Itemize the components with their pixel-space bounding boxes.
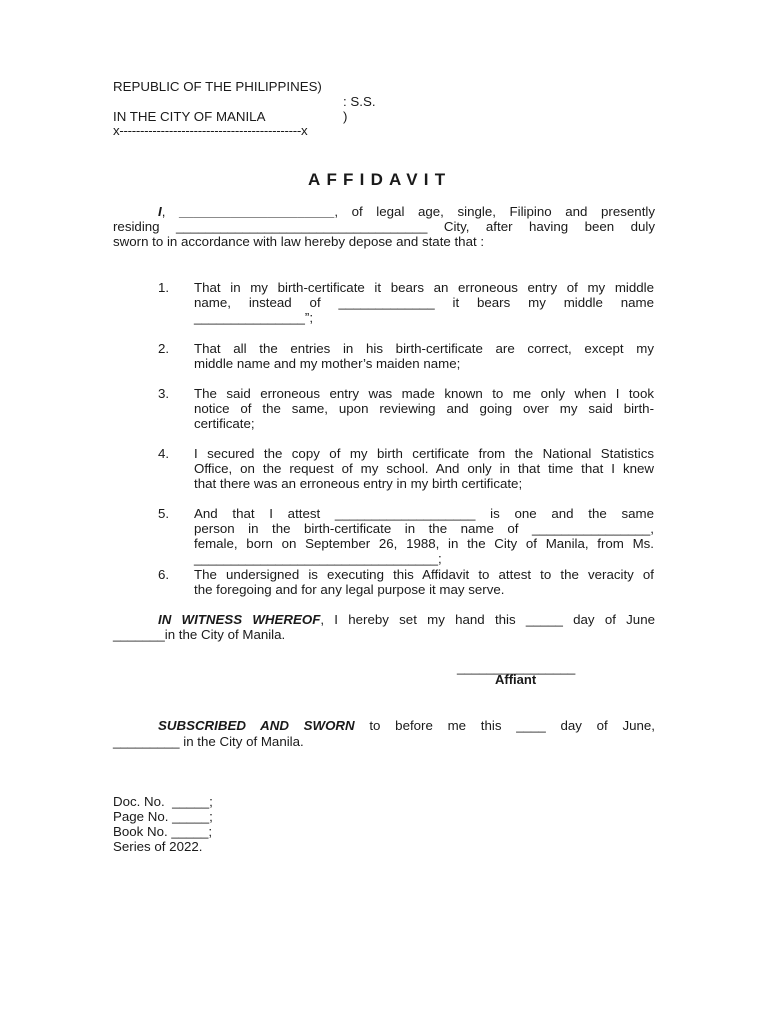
item-5-line-2: person in the birth-certificate in the name of ________________, bbox=[194, 521, 654, 536]
notarial-book-no: Book No. _____; bbox=[113, 824, 213, 839]
item-5-line-1: And that I attest ___________________ is one and the same bbox=[194, 506, 654, 521]
item-3-line-1: The said erroneous entry was made known to me only when I took bbox=[194, 386, 654, 401]
item-5-line-4: _________________________________; bbox=[194, 551, 442, 566]
item-5-number: 5. bbox=[158, 506, 170, 521]
item-1-number: 1. bbox=[158, 280, 170, 295]
caption-republic: REPUBLIC OF THE PHILIPPINES) bbox=[113, 79, 322, 94]
intro-line-3: sworn to in accordance with law hereby depose and state that : bbox=[113, 234, 485, 249]
sworn-line-1 bbox=[113, 718, 655, 733]
notarial-series: Series of 2022. bbox=[113, 839, 203, 854]
item-2-number: 2. bbox=[158, 341, 170, 356]
caption-ss: : S.S. bbox=[343, 94, 376, 109]
item-5-line-3: female, born on September 26, 1988, in the City of Manila, from Ms. bbox=[194, 536, 654, 551]
witness-lead: IN WITNESS WHEREOF bbox=[158, 612, 321, 627]
item-1-line-1: That in my birth-certificate it bears an erroneous entry of my middle bbox=[194, 280, 654, 295]
intro-line-2: residing __________________________________ City, after having been duly bbox=[113, 219, 655, 234]
intro-line-1: I, _____________________, of legal age, single, Filipino and presently bbox=[158, 204, 655, 219]
item-4-line-3: that there was an erroneous entry in my birth certificate; bbox=[194, 476, 523, 491]
sworn-lead: SUBSCRIBED AND SWORN bbox=[158, 718, 355, 733]
item-2-line-1: That all the entries in his birth-certificate are correct, except my bbox=[194, 341, 654, 356]
caption-separator: x--------------------------------------------x bbox=[113, 123, 308, 138]
intro-pronoun: I bbox=[158, 204, 162, 219]
sworn-line-2: _________ in the City of Manila. bbox=[113, 734, 304, 749]
witness-rest: , I hereby set my hand this _____ day of June bbox=[320, 612, 655, 627]
item-3-number: 3. bbox=[158, 386, 170, 401]
item-6-line-1: The undersigned is executing this Affidavit to attest to the veracity of bbox=[194, 567, 654, 582]
item-1-line-2: name, instead of _____________ it bears my middle name bbox=[194, 295, 654, 310]
notarial-doc-no: Doc. No. _____; bbox=[113, 794, 213, 809]
item-2-line-2: middle name and my mother’s maiden name; bbox=[194, 356, 461, 371]
sworn-rest: to before me this ____ day of June, bbox=[354, 718, 655, 733]
witness-line-1 bbox=[113, 612, 655, 627]
item-4-line-1: I secured the copy of my birth certificate from the National Statistics bbox=[194, 446, 654, 461]
caption-paren: ) bbox=[343, 109, 348, 124]
item-1-line-3: _______________”; bbox=[194, 310, 314, 325]
item-3-line-2: notice of the same, upon reviewing and going over my said birth- bbox=[194, 401, 654, 416]
caption-city: IN THE CITY OF MANILA bbox=[113, 109, 266, 124]
item-4-line-2: Office, on the request of my school. And only in that time that I knew bbox=[194, 461, 654, 476]
item-3-line-3: certificate; bbox=[194, 416, 255, 431]
document-title: AFFIDAVIT bbox=[308, 170, 452, 189]
notarial-page-no: Page No. _____; bbox=[113, 809, 213, 824]
item-4-number: 4. bbox=[158, 446, 170, 461]
item-6-line-2: the foregoing and for any legal purpose it may serve. bbox=[194, 582, 505, 597]
affiant-label: Affiant bbox=[495, 672, 537, 687]
affiant-signature-line: ________________ bbox=[457, 660, 576, 675]
item-6-number: 6. bbox=[158, 567, 170, 582]
witness-line-2: _______in the City of Manila. bbox=[113, 627, 286, 642]
intro-name-blank: _____________________ bbox=[179, 204, 335, 219]
intro-rest: , of legal age, single, Filipino and presently bbox=[334, 204, 655, 219]
